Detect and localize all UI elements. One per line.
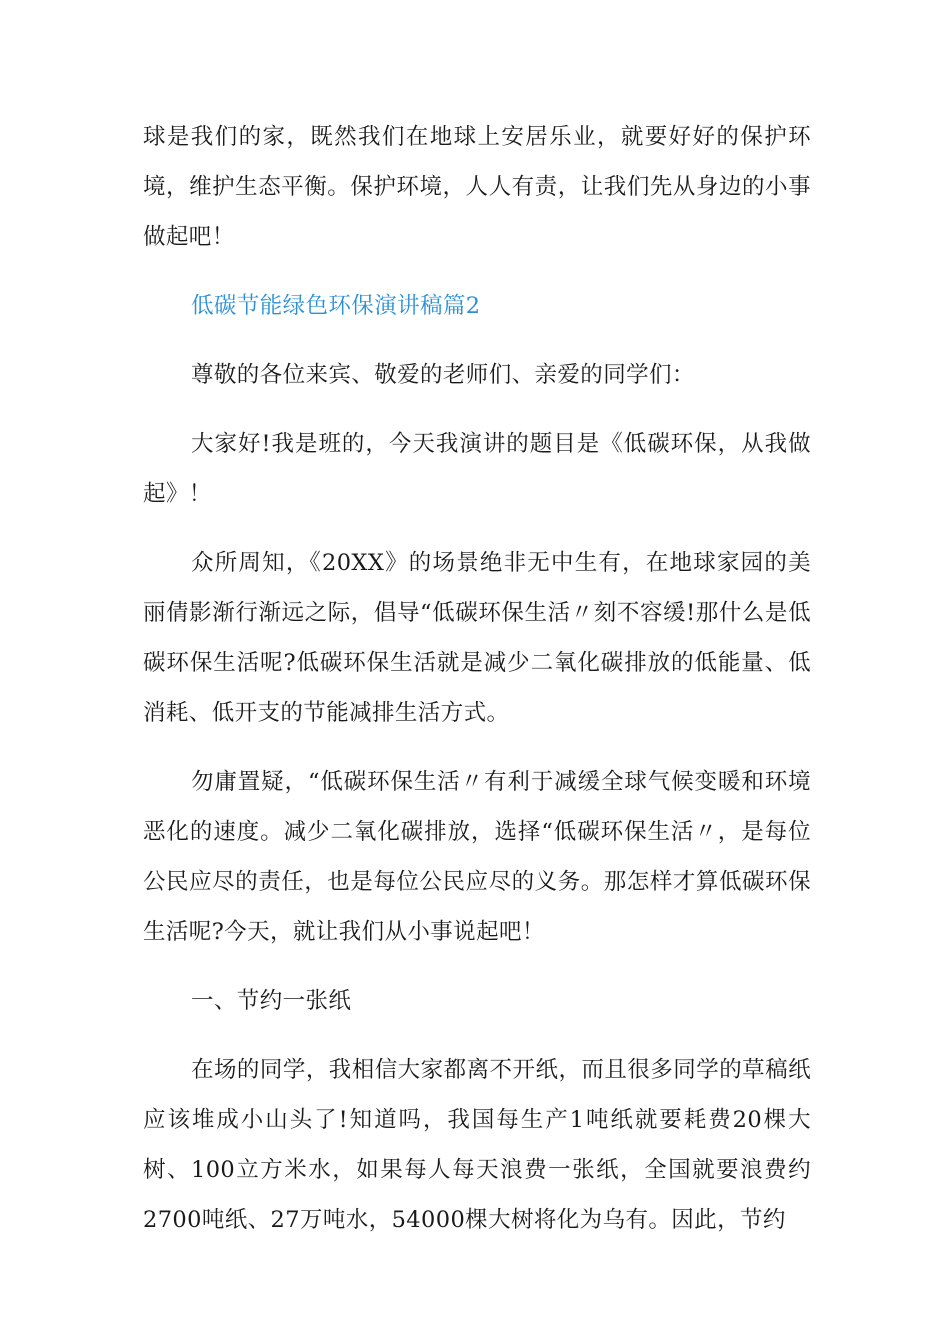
paragraph-save-paper: 在场的同学，我相信大家都离不开纸，而且很多同学的草稿纸应该堆成小山头了!知道吗，我国每生产1吨纸就要耗费20棵大树、100立方米水，如果每人每天浪费一张纸，全国就要浪费约2700吨纸、27万吨水，54000棵大树将化为乌有。因此，节约 xyxy=(143,1057,811,1233)
section-heading: 低碳节能绿色环保演讲稿篇2 xyxy=(191,293,481,319)
paragraph-greeting: 尊敬的各位来宾、敬爱的老师们、亲爱的同学们： xyxy=(191,362,695,388)
subheading-save-paper: 一、节约一张纸 xyxy=(191,988,352,1014)
paragraph-opening: 大家好!我是班的，今天我演讲的题目是《低碳环保，从我做起》！ xyxy=(143,431,811,507)
document-page xyxy=(143,112,811,1245)
paragraph-intro-continuation: 球是我们的家，既然我们在地球上安居乐业，就要好好的保护环境，维护生态平衡。保护环境，人人有责，让我们先从身边的小事做起吧！ xyxy=(143,124,811,250)
paragraph-responsibility: 勿庸置疑，“低碳环保生活〃有利于减缓全球气候变暖和环境恶化的速度。减少二氧化碳排放，选择“低碳环保生活〃，是每位公民应尽的责任，也是每位公民应尽的义务。那怎样才算低碳环保生活呢?今天，就让我们从小事说起吧！ xyxy=(143,769,811,945)
paragraph-definition: 众所周知，《20XX》的场景绝非无中生有，在地球家园的美丽倩影渐行渐远之际，倡导“低碳环保生活〃刻不容缓!那什么是低碳环保生活呢?低碳环保生活就是减少二氧化碳排放的低能量、低消耗、低开支的节能减排生活方式。 xyxy=(143,550,811,726)
